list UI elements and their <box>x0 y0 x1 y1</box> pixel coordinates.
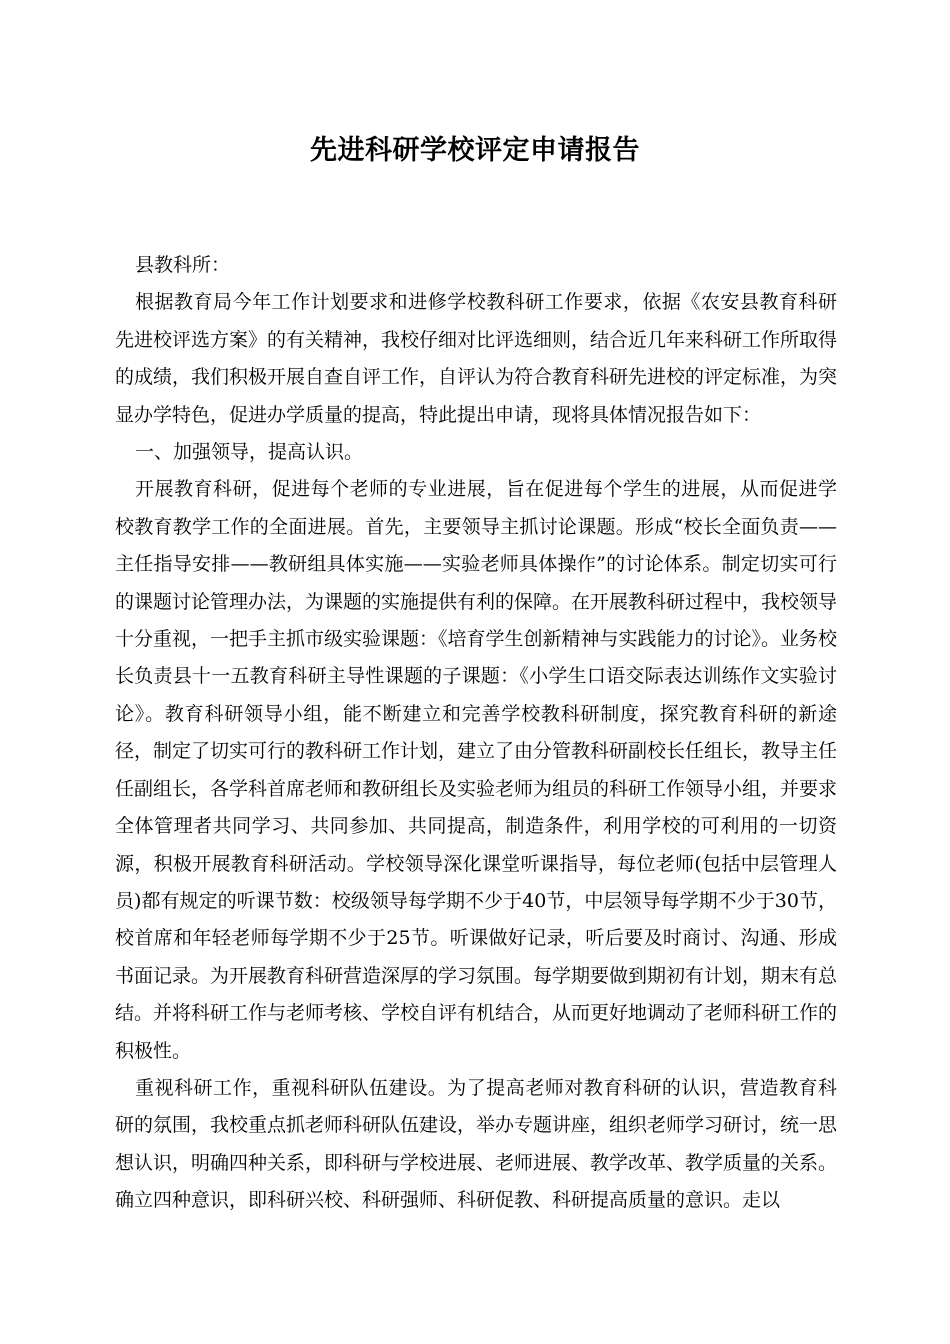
section-heading-1: 一、加强领导，提高认识。 <box>135 441 364 464</box>
salutation: 县教科所： <box>135 254 231 276</box>
paragraph-team-building: 重视科研工作，重视科研队伍建设。为了提高老师对教育科研的认识，营造教育科研的氛围，我校重点抓老师科研队伍建设，举办专题讲座，组织老师学习研讨，统一思想认识，明确四种关系，即科研与学校进展、老师进展、教学改革、教学质量的关系。确立四种意识，即科研兴校、科研强师、科研促教、科研提高质量的意识。走以 <box>115 1076 838 1212</box>
paragraph-leadership: 开展教育科研，促进每个老师的专业进展，旨在促进每个学生的进展，从而促进学校教育教学工作的全面进展。首先，主要领导主抓讨论课题。形成“校长全面负责——主任指导安排——教研组具体实施——实验老师具体操作”的讨论体系。制定切实可行的课题讨论管理办法，为课题的实施提供有利的保障。在开展教科研过程中，我校领导十分重视，一把手主抓市级实验课题：《培育学生创新精神与实践能力的讨论》。业务校长负责县十一五教育科研主导性课题的子课题：《小学生口语交际表达训练作文实验讨论》。教育科研领导小组，能不断建立和完善学校教科研制度，探究教育科研的新途径，制定了切实可行的教科研工作计划，建立了由分管教科研副校长任组长，教导主任任副组长，各学科首席老师和教研组长及实验老师为组员的科研工作领导小组，并要求全体管理者共同学习、共同参加、共同提高，制造条件，利用学校的可利用的一切资源，积极开展教育科研活动。学校领导深化课堂听课指导，每位老师(包括中层管理人员)都有规定的听课节数：校级领导每学期不少于40节，中层领导每学期不少于30节，校首席和年轻老师每学期不少于25节。听课做好记录，听后要及时商讨、沟通、形成书面记录。为开展教育科研营造深厚的学习氛围。每学期要做到期初有计划，期末有总结。并将科研工作与老师考核、学校自评有机结合，从而更好地调动了老师科研工作的积极性。 <box>115 478 838 1062</box>
document-body <box>115 247 837 1220</box>
paragraph-intro: 根据教育局今年工作计划要求和进修学校教科研工作要求，依据《农安县教育科研先进校评选方案》的有关精神，我校仔细对比评选细则，结合近几年来科研工作所取得的成绩，我们积极开展自查自评工作，自评认为符合教育科研先进校的评定标准，为突显办学特色，促进办学质量的提高，特此提出申请，现将具体情况报告如下： <box>115 291 838 426</box>
document-title: 先进科研学校评定申请报告 <box>310 135 640 166</box>
